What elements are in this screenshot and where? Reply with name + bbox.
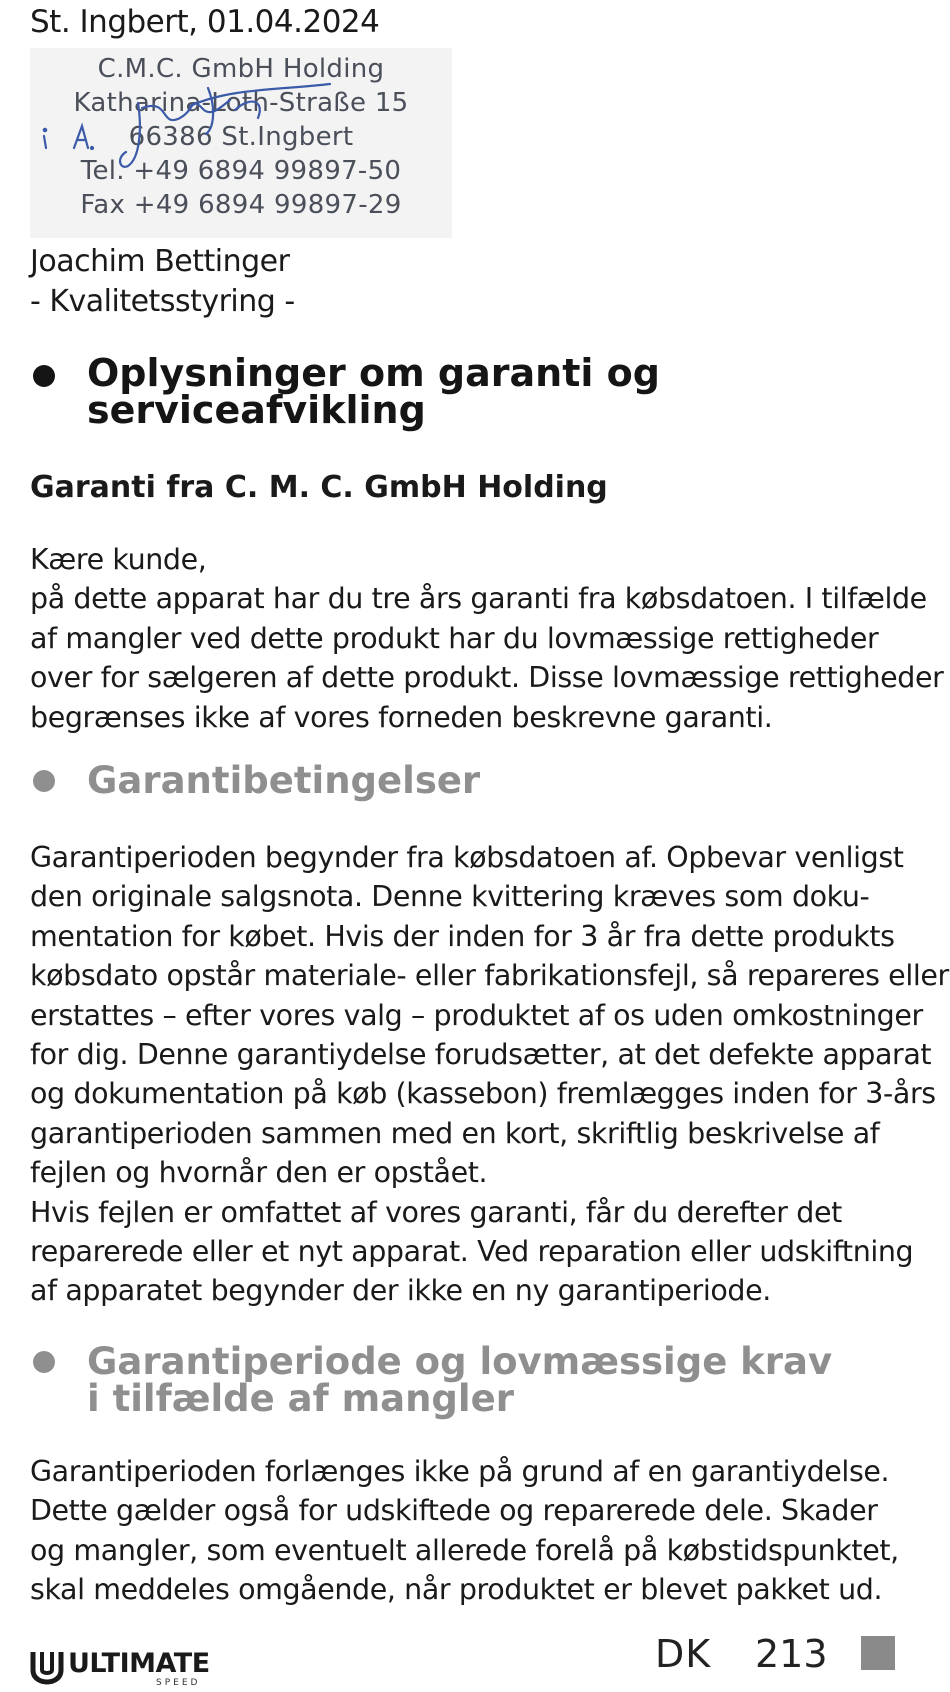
- paragraph-line: af apparatet begynder der ikke en ny garantiperiode.: [30, 1274, 771, 1308]
- paragraph-line: fejlen og hvornår den er opstået.: [30, 1156, 488, 1190]
- company-stamp: [30, 48, 452, 238]
- bullet-icon: [33, 770, 55, 792]
- paragraph-line: skal meddeles omgående, når produktet er blevet pakket ud.: [30, 1573, 883, 1607]
- bullet-icon: [33, 1351, 55, 1373]
- brand-logo: [30, 1648, 220, 1690]
- conditions-title: Garantibetingelser: [87, 759, 481, 802]
- page-number: 213: [755, 1632, 828, 1676]
- guarantee-heading: Garanti fra C. M. C. GmbH Holding: [30, 470, 608, 505]
- paragraph-line: for dig. Denne garantiydelse forudsætter, at det defekte apparat: [30, 1038, 932, 1072]
- ultimate-speed-logo-icon: [30, 1648, 64, 1686]
- paragraph-line: erstattes – efter vores valg – produktet af os uden omkostninger: [30, 998, 923, 1032]
- paragraph-line: Hvis fejlen er omfattet af vores garanti, får du derefter det: [30, 1195, 842, 1229]
- stamp-company: C.M.C. GmbH Holding: [97, 54, 385, 84]
- language-code: DK: [655, 1632, 712, 1676]
- paragraph-line: den originale salgsnota. Denne kvittering kræves som doku-: [30, 880, 870, 914]
- period-title-line-2: i tilfælde af mangler: [87, 1377, 514, 1420]
- period-title-line-1: Garantiperiode og lovmæssige krav: [87, 1340, 833, 1383]
- paragraph-line: garantiperioden sammen med en kort, skriftlig beskrivelse af: [30, 1116, 880, 1150]
- section-main-title-line-1: Oplysninger om garanti og: [87, 351, 660, 395]
- place-and-date: St. Ingbert, 01.04.2024: [30, 4, 380, 40]
- paragraph-line: reparerede eller et nyt apparat. Ved reparation eller udskiftning: [30, 1235, 914, 1269]
- handwritten-signature: [30, 48, 452, 238]
- paragraph-line: Garantiperioden forlænges ikke på grund af en garantiydelse.: [30, 1455, 890, 1488]
- guarantee-intro: [30, 540, 944, 737]
- period-body: [30, 1452, 930, 1610]
- paragraph-line: mentation for købet. Hvis der inden for 3 år fra dette produkts: [30, 919, 895, 953]
- stamp-street: Katharina-Loth-Straße 15: [73, 88, 409, 118]
- sender-role: - Kvalitetsstyring -: [30, 284, 295, 319]
- stamp-phone: Tel. +49 6894 99897-50: [80, 156, 402, 186]
- sender-name: Joachim Bettinger: [30, 244, 290, 279]
- sender-block: [30, 242, 295, 322]
- paragraph-line: købsdato opstår materiale- eller fabrikationsfejl, så repareres eller: [30, 959, 949, 993]
- logo-wordmark: ULTIMATE: [68, 1648, 210, 1679]
- conditions-body: [30, 838, 949, 1311]
- paragraph-line: over for sælgeren af dette produkt. Disse lovmæssige rettigheder: [30, 661, 944, 695]
- paragraph-line: Garantiperioden begynder fra købsdatoen af. Opbevar venligst: [30, 841, 904, 874]
- paragraph-line: og dokumentation på køb (kassebon) fremlægges inden for 3-års: [30, 1077, 936, 1111]
- paragraph-line: af mangler ved dette produkt har du lovmæssige rettigheder: [30, 621, 879, 655]
- paragraph-line: på dette apparat har du tre års garanti fra købsdatoen. I tilfælde: [30, 582, 927, 616]
- paragraph-line: begrænses ikke af vores forneden beskrevne garanti.: [30, 700, 773, 734]
- paragraph-line: Dette gælder også for udskiftede og reparerede dele. Skader: [30, 1494, 878, 1528]
- stamp-city: 66386 St.Ingbert: [128, 122, 354, 152]
- logo-subtext: SPEED: [156, 1678, 201, 1688]
- page-marker-square: [861, 1636, 895, 1670]
- paragraph-line: Kære kunde,: [30, 543, 207, 576]
- stamp-fax: Fax +49 6894 99897-29: [80, 190, 402, 220]
- bullet-icon: [33, 365, 55, 387]
- paragraph-line: og mangler, som eventuelt allerede forelå på købstidspunktet,: [30, 1533, 899, 1567]
- section-main-title-line-2: serviceafvikling: [87, 388, 426, 432]
